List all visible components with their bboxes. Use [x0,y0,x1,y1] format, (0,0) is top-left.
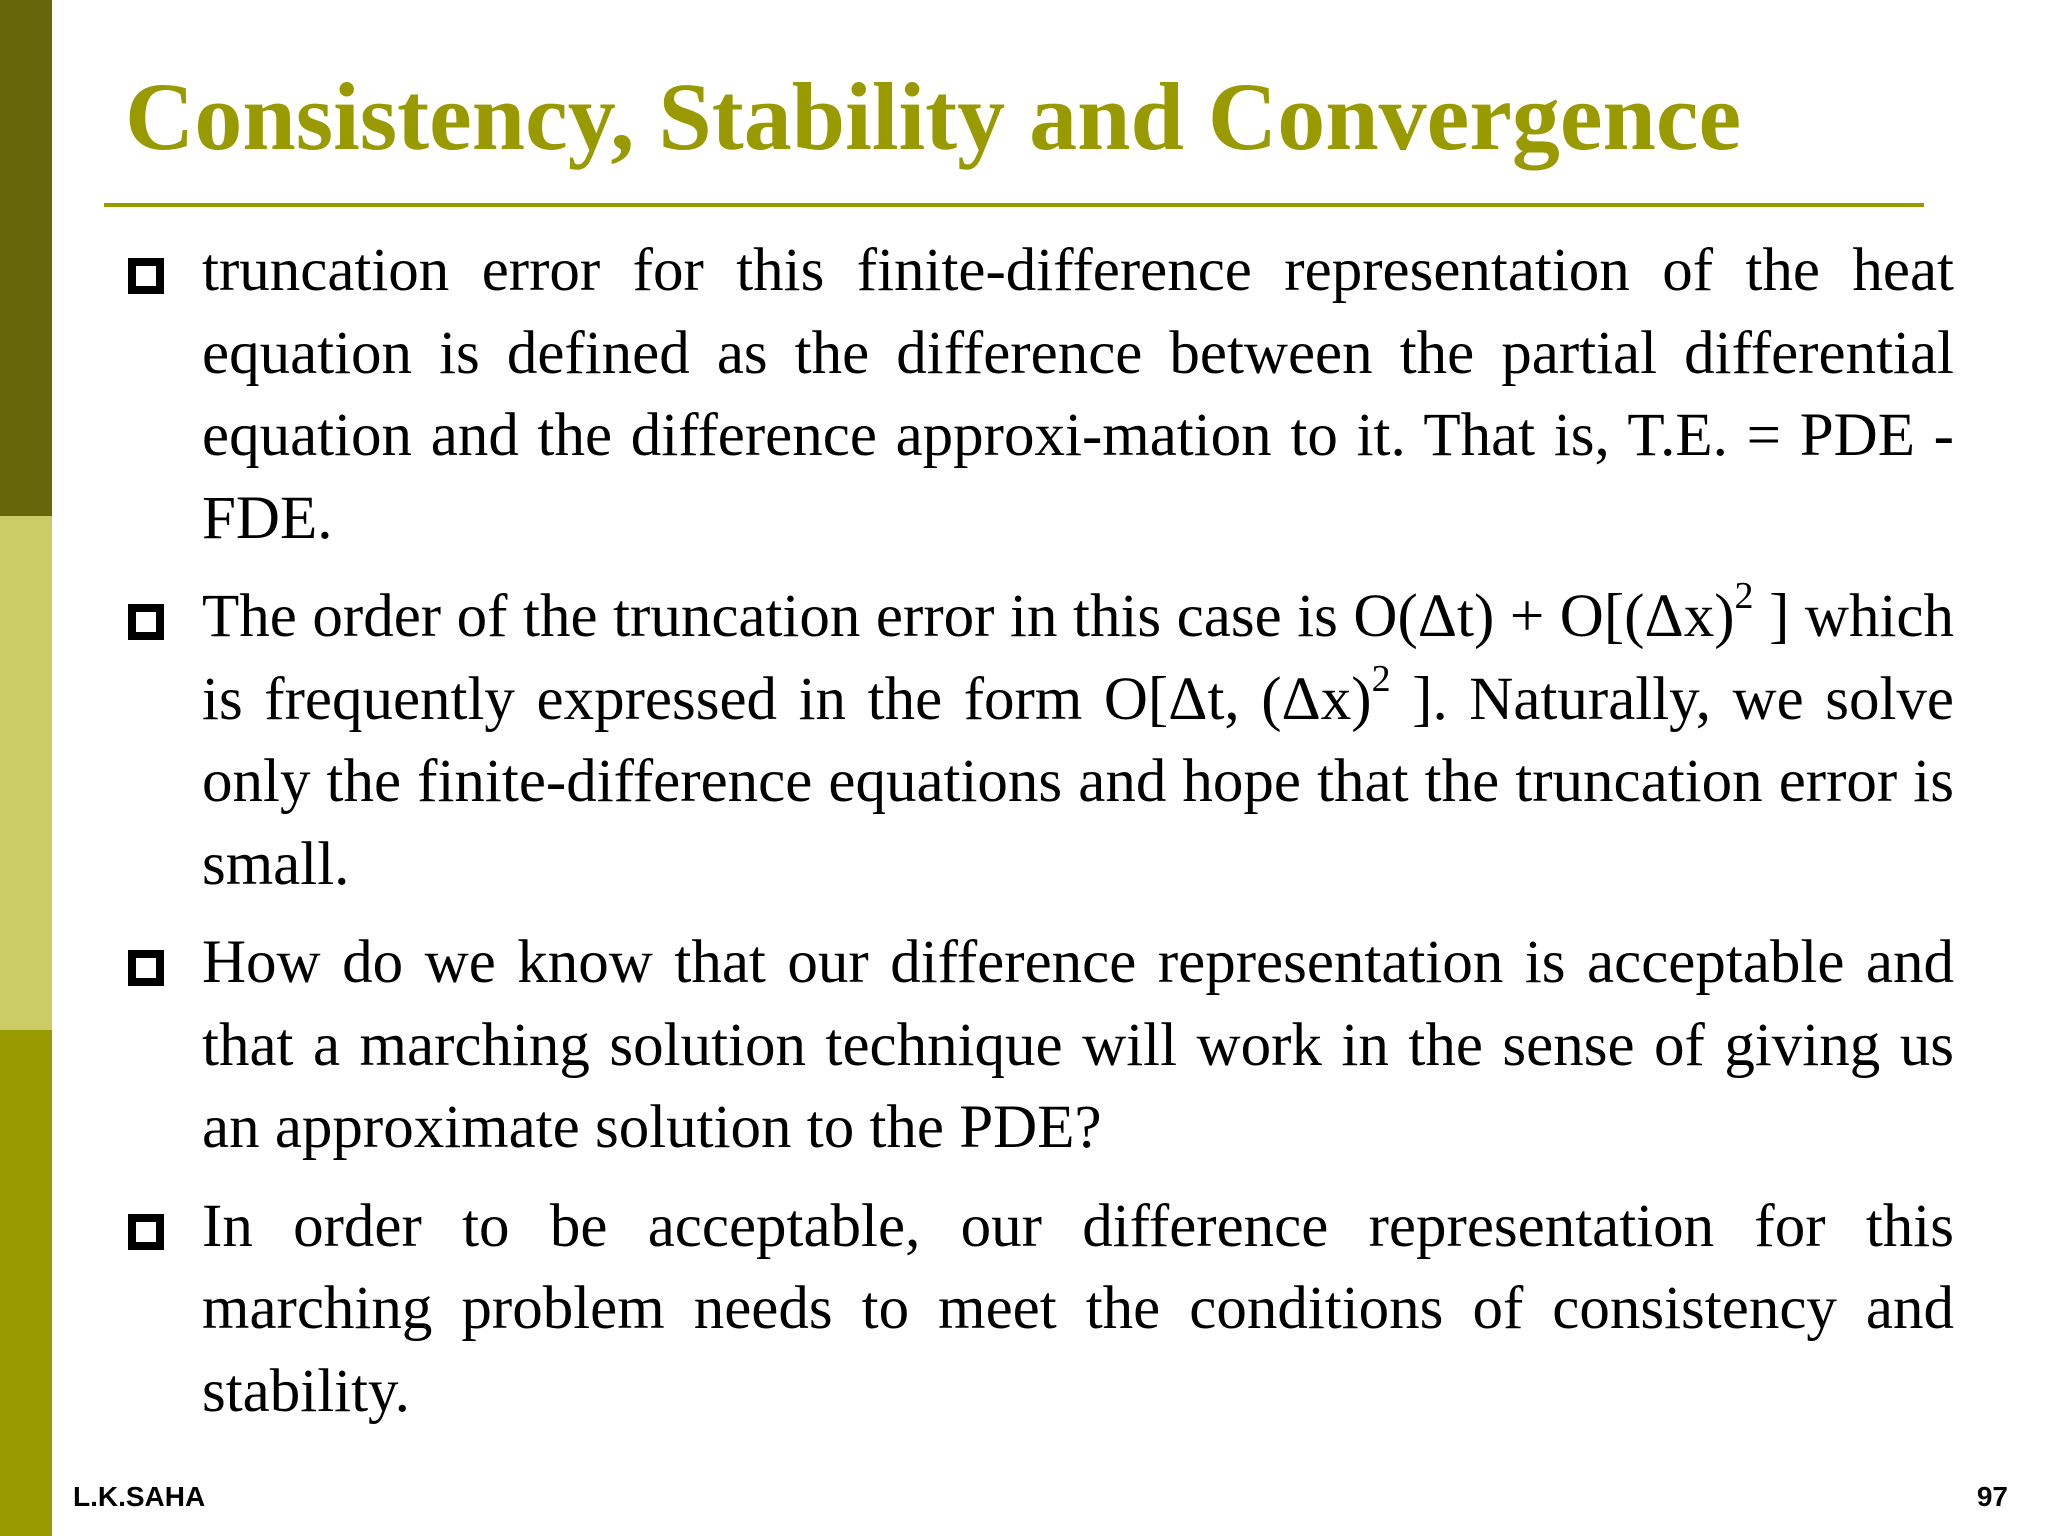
sidebar-light-segment [0,516,52,1030]
square-bullet-icon [128,604,164,640]
bullet-text: In order to be acceptable, our difference representation for this marching problem needs to meet the conditions of consistency and stability. [202,1192,1954,1425]
bullet-text: How do we know that our difference representation is acceptable and that a marching solution technique will work in the sense of giving us an approximate solution to the PDE? [202,929,1954,1161]
square-bullet-icon [128,258,164,294]
superscript: 2 [1734,575,1754,617]
square-bullet-icon [128,1214,164,1250]
square-bullet-icon [128,950,164,986]
bullet-text-part: ]. Naturally, we solve only the finite-difference equations and hope that the truncation error is small. [202,665,1954,898]
sidebar-dark-segment [0,0,52,516]
footer-author: L.K.SAHA [73,1481,206,1512]
superscript: 2 [1371,657,1391,700]
bullet-text-part: ] which is frequently expressed in the form O[Δt, (Δx) [202,583,1955,733]
title-underline [104,203,1924,207]
sidebar-olive-segment [0,1030,52,1536]
bullet-text-part: The order of the truncation error in this case is O(Δt) + O[(Δx) [202,583,1735,650]
bullet-item [128,1186,1954,1434]
bullet-text: truncation error for this finite-difference representation of the heat equation is defined as the difference between the partial differential equation and the difference approxi-mation to it. That is, T.E. = PDE - FDE. [202,237,1954,552]
slide-title: Consistency, Stability and Convergence [125,63,1742,170]
bullet-item [128,922,1954,1170]
bullet-item [128,576,1954,906]
page-number: 97 [1976,1481,2008,1512]
bullet-item [128,230,1954,560]
bullet-list [128,230,1954,1449]
